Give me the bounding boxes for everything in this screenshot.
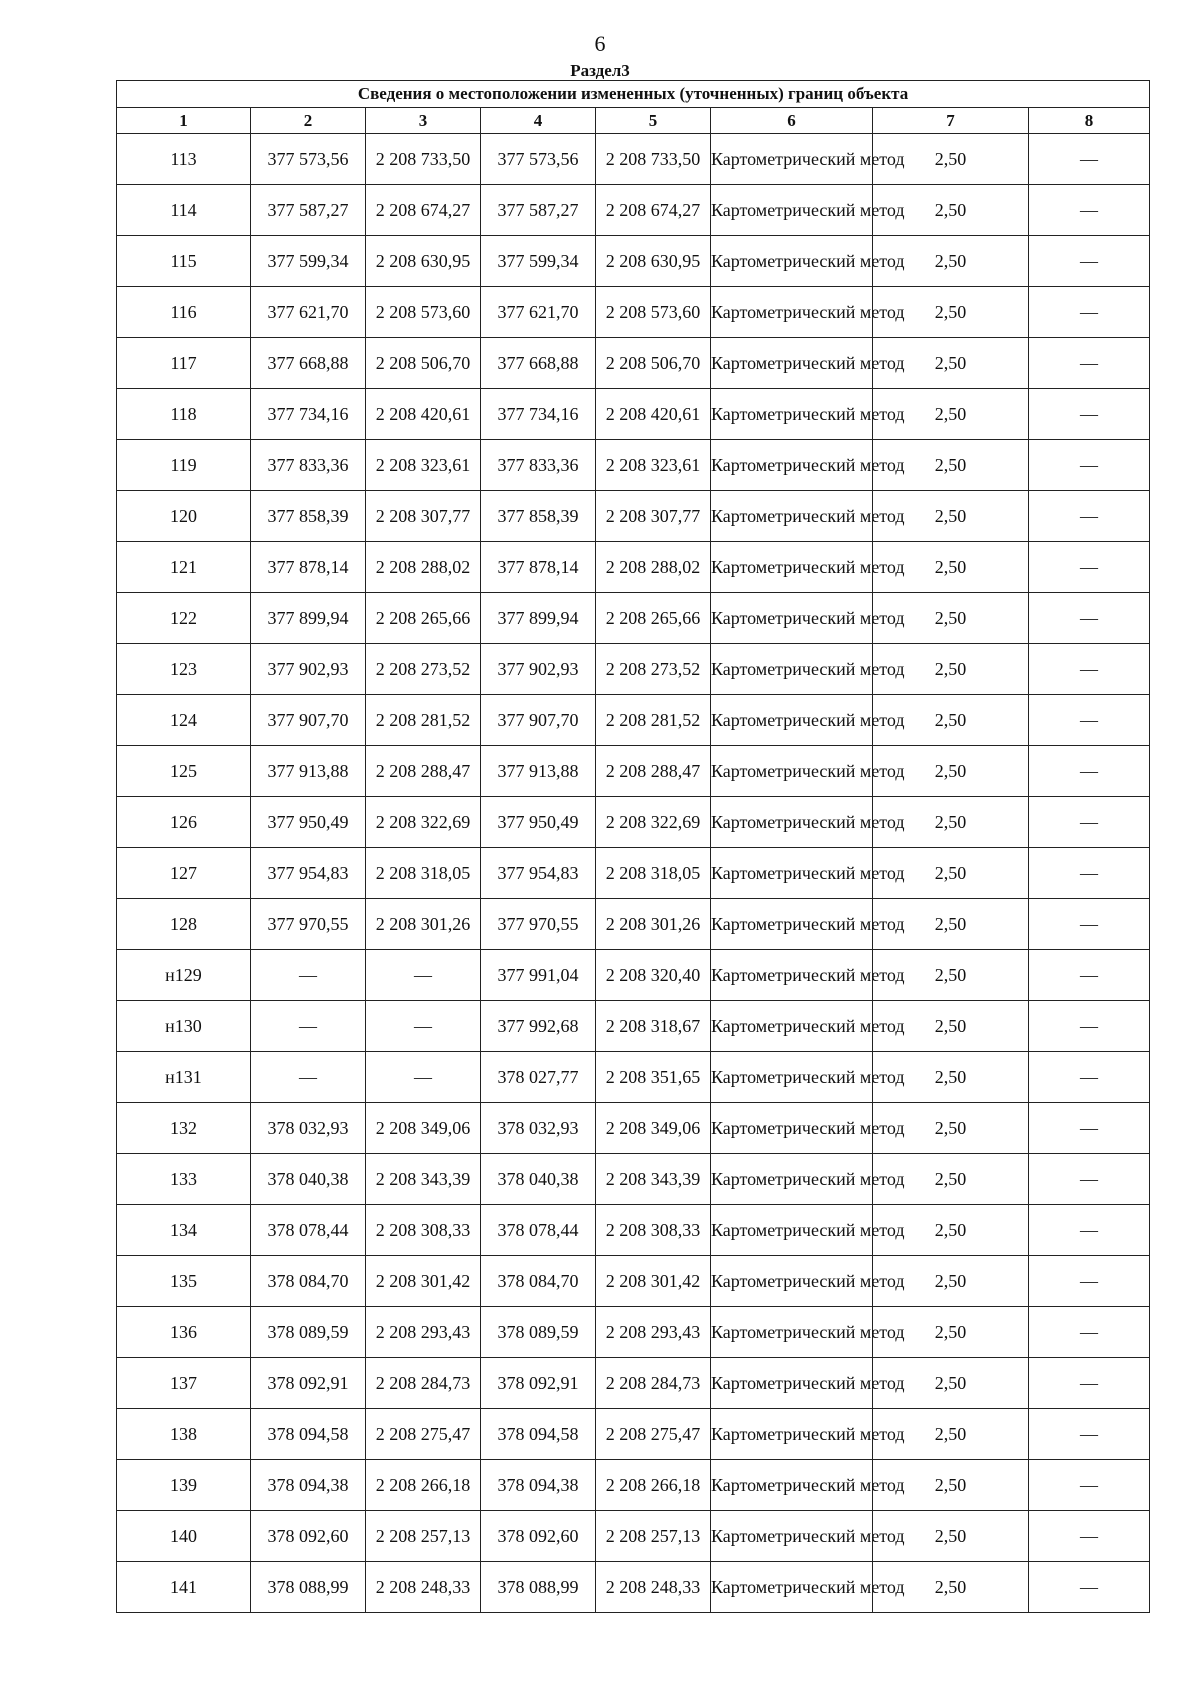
point-number: 139 [117,1460,251,1511]
table-row [117,338,1150,389]
old-y-coordinate: 2 208 674,27 [366,185,481,236]
old-x-coordinate: 378 089,59 [251,1307,366,1358]
determination-method: Картометрический метод [711,185,873,236]
description-cell: — [1029,746,1150,797]
description-cell: — [1029,491,1150,542]
old-y-coordinate: 2 208 506,70 [366,338,481,389]
accuracy-value: 2,50 [873,1256,1029,1307]
new-x-coordinate: 377 899,94 [481,593,596,644]
determination-method: Картометрический метод [711,746,873,797]
old-y-coordinate: 2 208 318,05 [366,848,481,899]
determination-method: Картометрический метод [711,1256,873,1307]
old-x-coordinate: 377 858,39 [251,491,366,542]
new-x-coordinate: 377 573,56 [481,134,596,185]
new-y-coordinate: 2 208 307,77 [596,491,711,542]
determination-method: Картометрический метод [711,1103,873,1154]
old-y-coordinate: 2 208 323,61 [366,440,481,491]
new-x-coordinate: 377 668,88 [481,338,596,389]
table-row [117,797,1150,848]
old-y-coordinate: 2 208 307,77 [366,491,481,542]
new-y-coordinate: 2 208 343,39 [596,1154,711,1205]
accuracy-value: 2,50 [873,644,1029,695]
determination-method: Картометрический метод [711,440,873,491]
accuracy-value: 2,50 [873,185,1029,236]
old-y-coordinate: 2 208 275,47 [366,1409,481,1460]
old-x-coordinate: 377 954,83 [251,848,366,899]
accuracy-value: 2,50 [873,1001,1029,1052]
new-x-coordinate: 378 094,58 [481,1409,596,1460]
accuracy-value: 2,50 [873,1511,1029,1562]
old-x-coordinate: — [251,1001,366,1052]
accuracy-value: 2,50 [873,746,1029,797]
description-cell: — [1029,593,1150,644]
new-x-coordinate: 378 094,38 [481,1460,596,1511]
old-y-coordinate: — [366,1052,481,1103]
determination-method: Картометрический метод [711,389,873,440]
old-x-coordinate: 377 621,70 [251,287,366,338]
point-number: 138 [117,1409,251,1460]
accuracy-value: 2,50 [873,899,1029,950]
old-y-coordinate: 2 208 308,33 [366,1205,481,1256]
table-row [117,1256,1150,1307]
new-x-coordinate: 377 954,83 [481,848,596,899]
point-number: 132 [117,1103,251,1154]
description-cell: — [1029,1103,1150,1154]
point-number: 124 [117,695,251,746]
new-y-coordinate: 2 208 733,50 [596,134,711,185]
description-cell: — [1029,1205,1150,1256]
table-row [117,542,1150,593]
table-row [117,236,1150,287]
table-body [117,134,1150,1613]
point-number: 135 [117,1256,251,1307]
old-x-coordinate: 378 088,99 [251,1562,366,1613]
new-y-coordinate: 2 208 265,66 [596,593,711,644]
accuracy-value: 2,50 [873,695,1029,746]
description-cell: — [1029,185,1150,236]
determination-method: Картометрический метод [711,1511,873,1562]
table-row [117,1460,1150,1511]
accuracy-value: 2,50 [873,1358,1029,1409]
new-y-coordinate: 2 208 273,52 [596,644,711,695]
point-number: 123 [117,644,251,695]
old-y-coordinate: 2 208 248,33 [366,1562,481,1613]
new-x-coordinate: 377 992,68 [481,1001,596,1052]
new-y-coordinate: 2 208 323,61 [596,440,711,491]
new-y-coordinate: 2 208 293,43 [596,1307,711,1358]
determination-method: Картометрический метод [711,1307,873,1358]
new-y-coordinate: 2 208 322,69 [596,797,711,848]
new-x-coordinate: 378 084,70 [481,1256,596,1307]
new-y-coordinate: 2 208 266,18 [596,1460,711,1511]
old-x-coordinate: 378 032,93 [251,1103,366,1154]
determination-method: Картометрический метод [711,899,873,950]
point-number: 126 [117,797,251,848]
determination-method: Картометрический метод [711,1358,873,1409]
column-number: 5 [596,108,711,134]
old-y-coordinate: 2 208 733,50 [366,134,481,185]
description-cell: — [1029,1358,1150,1409]
old-y-coordinate: 2 208 630,95 [366,236,481,287]
old-x-coordinate: 377 970,55 [251,899,366,950]
old-x-coordinate: 377 573,56 [251,134,366,185]
old-y-coordinate: — [366,1001,481,1052]
table-row [117,1052,1150,1103]
old-x-coordinate: 378 092,60 [251,1511,366,1562]
new-x-coordinate: 378 089,59 [481,1307,596,1358]
table-row [117,1205,1150,1256]
old-y-coordinate: 2 208 281,52 [366,695,481,746]
determination-method: Картометрический метод [711,287,873,338]
old-x-coordinate: 378 078,44 [251,1205,366,1256]
new-y-coordinate: 2 208 308,33 [596,1205,711,1256]
determination-method: Картометрический метод [711,695,873,746]
description-cell: — [1029,899,1150,950]
point-number: 134 [117,1205,251,1256]
old-y-coordinate: 2 208 266,18 [366,1460,481,1511]
accuracy-value: 2,50 [873,1307,1029,1358]
point-number: 137 [117,1358,251,1409]
accuracy-value: 2,50 [873,236,1029,287]
new-y-coordinate: 2 208 320,40 [596,950,711,1001]
table-row [117,695,1150,746]
description-cell: — [1029,695,1150,746]
table-caption: Сведения о местоположении измененных (уточненных) границ объекта [117,81,1150,108]
new-x-coordinate: 377 991,04 [481,950,596,1001]
old-x-coordinate: — [251,950,366,1001]
accuracy-value: 2,50 [873,287,1029,338]
description-cell: — [1029,338,1150,389]
boundary-coordinates-table [116,80,1150,1613]
determination-method: Картометрический метод [711,1205,873,1256]
description-cell: — [1029,644,1150,695]
old-x-coordinate: 377 913,88 [251,746,366,797]
description-cell: — [1029,797,1150,848]
accuracy-value: 2,50 [873,338,1029,389]
point-number: 118 [117,389,251,440]
point-number: 120 [117,491,251,542]
new-y-coordinate: 2 208 301,42 [596,1256,711,1307]
table-row [117,185,1150,236]
new-x-coordinate: 377 621,70 [481,287,596,338]
new-y-coordinate: 2 208 288,47 [596,746,711,797]
old-x-coordinate: 377 587,27 [251,185,366,236]
point-number: 116 [117,287,251,338]
column-number: 6 [711,108,873,134]
point-number: 119 [117,440,251,491]
new-x-coordinate: 378 032,93 [481,1103,596,1154]
old-y-coordinate: — [366,950,481,1001]
accuracy-value: 2,50 [873,1460,1029,1511]
new-x-coordinate: 377 587,27 [481,185,596,236]
table-row [117,440,1150,491]
determination-method: Картометрический метод [711,1562,873,1613]
new-x-coordinate: 377 858,39 [481,491,596,542]
new-x-coordinate: 378 088,99 [481,1562,596,1613]
old-y-coordinate: 2 208 301,42 [366,1256,481,1307]
description-cell: — [1029,440,1150,491]
accuracy-value: 2,50 [873,1562,1029,1613]
description-cell: — [1029,1307,1150,1358]
table-row [117,1511,1150,1562]
new-y-coordinate: 2 208 506,70 [596,338,711,389]
point-number: н131 [117,1052,251,1103]
description-cell: — [1029,1001,1150,1052]
column-number: 3 [366,108,481,134]
point-number: 128 [117,899,251,950]
determination-method: Картометрический метод [711,236,873,287]
point-number: 117 [117,338,251,389]
new-y-coordinate: 2 208 420,61 [596,389,711,440]
description-cell: — [1029,389,1150,440]
new-x-coordinate: 377 878,14 [481,542,596,593]
determination-method: Картометрический метод [711,542,873,593]
accuracy-value: 2,50 [873,440,1029,491]
new-x-coordinate: 378 040,38 [481,1154,596,1205]
old-x-coordinate: 377 599,34 [251,236,366,287]
old-x-coordinate: 377 833,36 [251,440,366,491]
new-y-coordinate: 2 208 284,73 [596,1358,711,1409]
determination-method: Картометрический метод [711,644,873,695]
new-y-coordinate: 2 208 318,67 [596,1001,711,1052]
new-x-coordinate: 377 907,70 [481,695,596,746]
point-number: 140 [117,1511,251,1562]
description-cell: — [1029,1460,1150,1511]
page-number: 6 [594,31,606,56]
column-number: 2 [251,108,366,134]
table-row [117,1154,1150,1205]
new-y-coordinate: 2 208 275,47 [596,1409,711,1460]
description-cell: — [1029,1052,1150,1103]
table-row [117,899,1150,950]
old-y-coordinate: 2 208 301,26 [366,899,481,950]
old-x-coordinate: 377 878,14 [251,542,366,593]
old-y-coordinate: 2 208 284,73 [366,1358,481,1409]
table-row [117,1307,1150,1358]
accuracy-value: 2,50 [873,542,1029,593]
description-cell: — [1029,1256,1150,1307]
old-y-coordinate: 2 208 257,13 [366,1511,481,1562]
old-x-coordinate: 377 950,49 [251,797,366,848]
new-y-coordinate: 2 208 301,26 [596,899,711,950]
description-cell: — [1029,287,1150,338]
description-cell: — [1029,236,1150,287]
accuracy-value: 2,50 [873,1154,1029,1205]
old-y-coordinate: 2 208 288,02 [366,542,481,593]
accuracy-value: 2,50 [873,389,1029,440]
description-cell: — [1029,1154,1150,1205]
new-y-coordinate: 2 208 351,65 [596,1052,711,1103]
determination-method: Картометрический метод [711,593,873,644]
old-y-coordinate: 2 208 349,06 [366,1103,481,1154]
description-cell: — [1029,542,1150,593]
new-y-coordinate: 2 208 281,52 [596,695,711,746]
accuracy-value: 2,50 [873,1052,1029,1103]
old-x-coordinate: 378 040,38 [251,1154,366,1205]
determination-method: Картометрический метод [711,1409,873,1460]
new-x-coordinate: 377 950,49 [481,797,596,848]
point-number: 136 [117,1307,251,1358]
new-y-coordinate: 2 208 248,33 [596,1562,711,1613]
accuracy-value: 2,50 [873,1409,1029,1460]
point-number: 121 [117,542,251,593]
table-row [117,389,1150,440]
old-x-coordinate: 377 907,70 [251,695,366,746]
new-y-coordinate: 2 208 674,27 [596,185,711,236]
description-cell: — [1029,1511,1150,1562]
new-x-coordinate: 377 913,88 [481,746,596,797]
new-x-coordinate: 377 734,16 [481,389,596,440]
old-x-coordinate: 377 734,16 [251,389,366,440]
determination-method: Картометрический метод [711,950,873,1001]
table-caption-row [117,81,1150,108]
new-x-coordinate: 378 078,44 [481,1205,596,1256]
old-x-coordinate: 378 094,38 [251,1460,366,1511]
determination-method: Картометрический метод [711,1460,873,1511]
determination-method: Картометрический метод [711,848,873,899]
new-y-coordinate: 2 208 288,02 [596,542,711,593]
point-number: 114 [117,185,251,236]
column-number: 4 [481,108,596,134]
table-row [117,746,1150,797]
new-x-coordinate: 377 599,34 [481,236,596,287]
point-number: 122 [117,593,251,644]
description-cell: — [1029,1409,1150,1460]
determination-method: Картометрический метод [711,338,873,389]
point-number: 141 [117,1562,251,1613]
old-x-coordinate: 377 899,94 [251,593,366,644]
point-number: 125 [117,746,251,797]
old-x-coordinate: 378 092,91 [251,1358,366,1409]
accuracy-value: 2,50 [873,593,1029,644]
table-row [117,287,1150,338]
old-y-coordinate: 2 208 343,39 [366,1154,481,1205]
determination-method: Картометрический метод [711,491,873,542]
new-y-coordinate: 2 208 257,13 [596,1511,711,1562]
old-x-coordinate: 377 668,88 [251,338,366,389]
point-number: 115 [117,236,251,287]
accuracy-value: 2,50 [873,950,1029,1001]
table-row [117,1409,1150,1460]
old-x-coordinate: 378 084,70 [251,1256,366,1307]
new-y-coordinate: 2 208 573,60 [596,287,711,338]
accuracy-value: 2,50 [873,134,1029,185]
table-row [117,1001,1150,1052]
determination-method: Картометрический метод [711,1001,873,1052]
new-y-coordinate: 2 208 318,05 [596,848,711,899]
point-number: н129 [117,950,251,1001]
accuracy-value: 2,50 [873,797,1029,848]
table-row [117,644,1150,695]
description-cell: — [1029,134,1150,185]
column-number: 7 [873,108,1029,134]
column-number: 8 [1029,108,1150,134]
new-x-coordinate: 378 092,91 [481,1358,596,1409]
old-x-coordinate: — [251,1052,366,1103]
table-row [117,593,1150,644]
old-y-coordinate: 2 208 273,52 [366,644,481,695]
new-y-coordinate: 2 208 630,95 [596,236,711,287]
new-x-coordinate: 377 902,93 [481,644,596,695]
old-y-coordinate: 2 208 288,47 [366,746,481,797]
determination-method: Картометрический метод [711,1154,873,1205]
description-cell: — [1029,848,1150,899]
old-y-coordinate: 2 208 293,43 [366,1307,481,1358]
determination-method: Картометрический метод [711,1052,873,1103]
determination-method: Картометрический метод [711,797,873,848]
accuracy-value: 2,50 [873,1103,1029,1154]
new-x-coordinate: 377 970,55 [481,899,596,950]
table-row [117,134,1150,185]
column-number: 1 [117,108,251,134]
description-cell: — [1029,950,1150,1001]
description-cell: — [1029,1562,1150,1613]
column-number-row [117,108,1150,134]
new-x-coordinate: 378 027,77 [481,1052,596,1103]
old-x-coordinate: 378 094,58 [251,1409,366,1460]
new-y-coordinate: 2 208 349,06 [596,1103,711,1154]
point-number: 113 [117,134,251,185]
determination-method: Картометрический метод [711,134,873,185]
accuracy-value: 2,50 [873,491,1029,542]
point-number: 133 [117,1154,251,1205]
section-title: Раздел3 [570,61,630,80]
table-row [117,1358,1150,1409]
point-number: 127 [117,848,251,899]
point-number: н130 [117,1001,251,1052]
table-row [117,1103,1150,1154]
old-y-coordinate: 2 208 420,61 [366,389,481,440]
table-row [117,950,1150,1001]
old-y-coordinate: 2 208 573,60 [366,287,481,338]
old-y-coordinate: 2 208 265,66 [366,593,481,644]
accuracy-value: 2,50 [873,848,1029,899]
old-x-coordinate: 377 902,93 [251,644,366,695]
new-x-coordinate: 377 833,36 [481,440,596,491]
table-row [117,491,1150,542]
new-x-coordinate: 378 092,60 [481,1511,596,1562]
accuracy-value: 2,50 [873,1205,1029,1256]
table-row [117,848,1150,899]
table-row [117,1562,1150,1613]
old-y-coordinate: 2 208 322,69 [366,797,481,848]
